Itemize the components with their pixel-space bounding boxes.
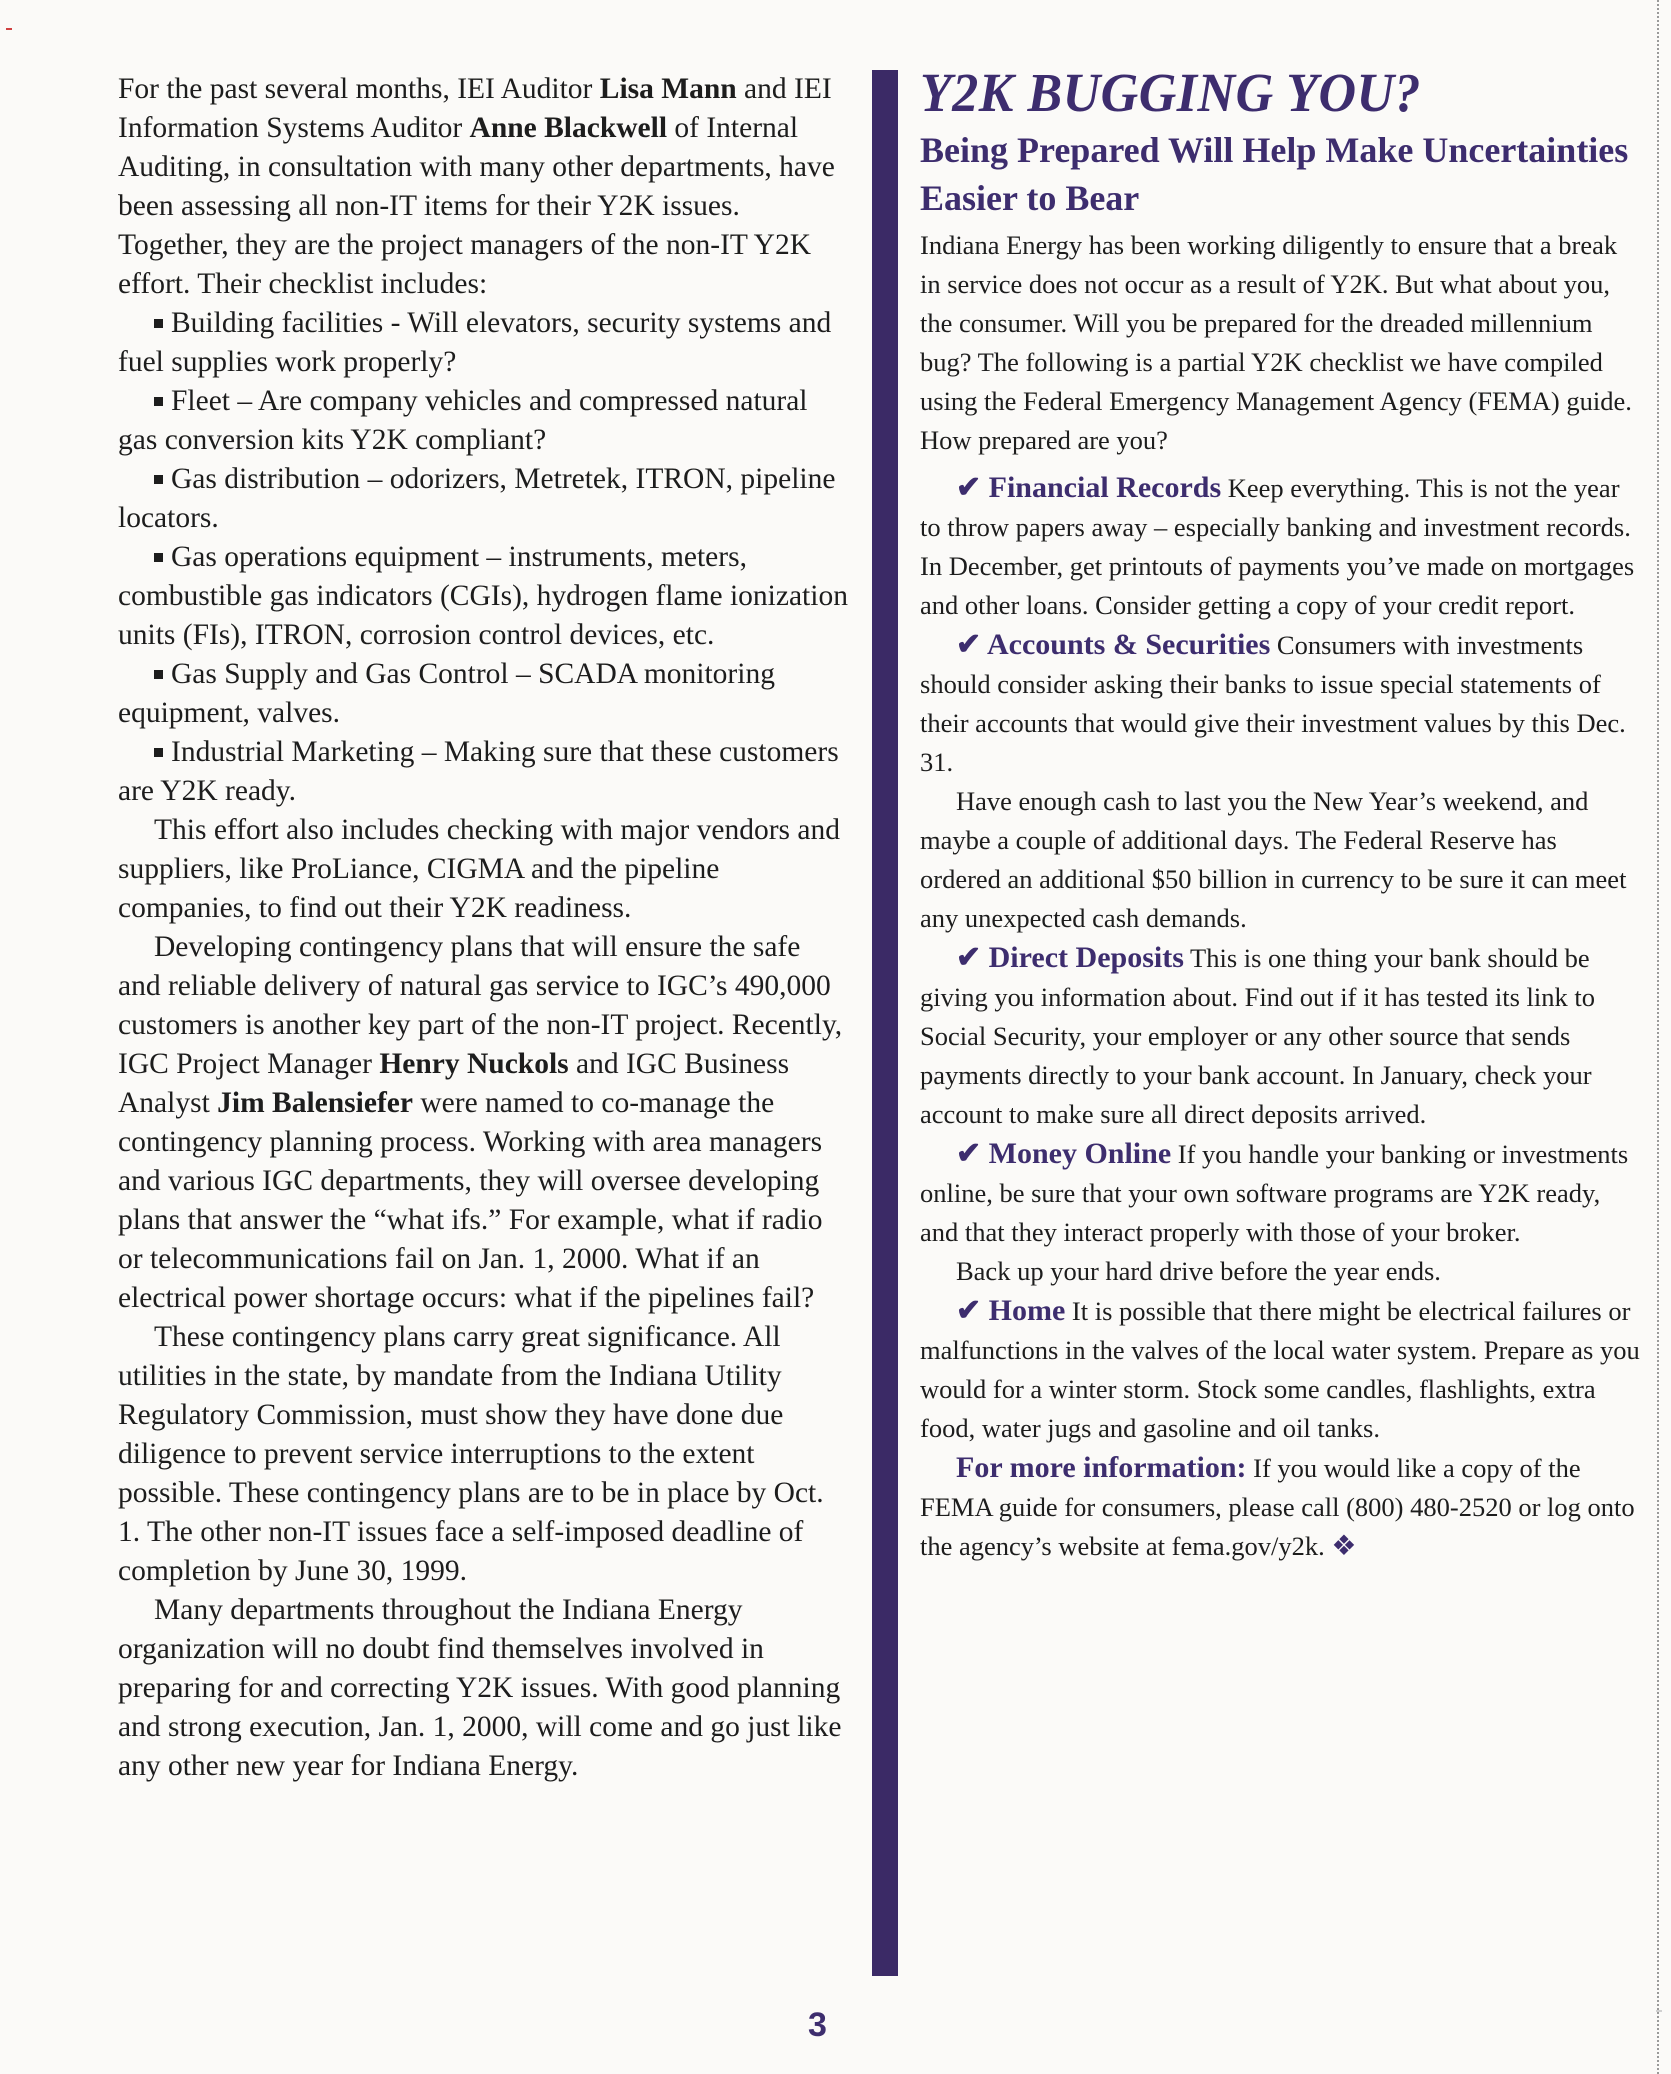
page-number: 3 <box>808 2006 827 2044</box>
square-bullet-icon <box>154 397 163 406</box>
checklist-item: Fleet – Are company vehicles and compressed natural gas conversion kits Y2K compliant? <box>118 385 808 456</box>
checklist-money-online: ✔ Money Online If you handle your banking or investments online, be sure that your own software programs are Y2K ready, and that they interact properly with those of your broker. <box>920 1137 1629 1247</box>
checklist-item: Industrial Marketing – Making sure that these customers are Y2K ready. <box>118 736 839 807</box>
intro-paragraph: For the past several months, IEI Auditor Lisa Mann and IEI Information Systems Auditor Anne Blackwell of Internal Auditing, in consultation with many other departments, have been assessing all non-IT items for their Y2K issues. Together, they are the project managers of the non-IT Y2K effort. Their checklist includes: <box>118 73 835 300</box>
article-intro: Indiana Energy has been working diligently to ensure that a break in service does not occur as a result of Y2K. But what about you, the consumer. Will you be prepared for the dreaded millennium bug? The following is a partial Y2K checklist we have compiled using the Federal Emergency Management Agency (FEMA) guide. How prepared are you? <box>920 230 1632 455</box>
name-anne-blackwell: Anne Blackwell <box>469 112 668 144</box>
end-of-article-icon: ❖ <box>1331 1531 1357 1562</box>
square-bullet-icon <box>154 670 163 679</box>
backup-paragraph: Back up your hard drive before the year ends. <box>956 1256 1441 1286</box>
name-lisa-mann: Lisa Mann <box>599 73 737 105</box>
checklist-direct-deposits: ✔ Direct Deposits This is one thing your bank should be giving you information about. Find out if it has tested its link to Social Security, your employer or any other source that sends payments directly to your bank account. In January, check your account to make sure all direct deposits arrived. <box>920 941 1595 1129</box>
checklist-accounts-securities: ✔ Accounts & Securities Consumers with investments should consider asking their banks to issue special statements of their accounts that would give their investment values by this Dec. 31. <box>920 628 1626 777</box>
column-divider-bar <box>872 70 898 1976</box>
sidebar-article <box>920 63 1642 1566</box>
contingency-paragraph: Developing contingency plans that will ensure the safe and reliable delivery of natural gas service to IGC’s 490,000 customers is another key part of the non-IT project. Recently, IGC Project Manager Henry Nuckols and IGC Business Analyst Jim Balensiefer were named to co-manage the contingency planning process. Working with area managers and various IGC departments, they will oversee developing plans that answer the “what ifs.” For example, what if radio or telecommunications fail on Jan. 1, 2000. What if an electrical power shortage occurs: what if the pipelines fail? <box>118 931 843 1314</box>
checklist-home: ✔ Home It is possible that there might be electrical failures or malfunctions in the valves of the local water system. Prepare as you would for a winter storm. Stock some candles, flashlights, extra food, water jugs and gasoline and oil tanks. <box>920 1294 1640 1443</box>
checklist-item: Gas distribution – odorizers, Metretek, ITRON, pipeline locators. <box>118 463 836 534</box>
checklist-item: Gas operations equipment – instruments, meters, combustible gas indicators (CGIs), hydrogen flame ionization units (FIs), ITRON, corrosion control devices, etc. <box>118 541 848 651</box>
significance-paragraph: These contingency plans carry great significance. All utilities in the state, by mandate from the Indiana Utility Regulatory Commission, must show they have done due diligence to prevent service interruptions to the extent possible. These contingency plans are to be in place by Oct. 1. The other non-IT issues face a self-imposed deadline of completion by June 30, 1999. <box>118 1321 824 1587</box>
more-information-label: For more information: <box>956 1451 1247 1484</box>
left-column <box>118 70 848 1786</box>
closing-paragraph: Many departments throughout the Indiana Energy organization will no doubt find themselves involved in preparing for and correcting Y2K issues. With good planning and strong execution, Jan. 1, 2000, will come and go just like any other new year for Indiana Energy. <box>118 1594 842 1782</box>
square-bullet-icon <box>154 319 163 328</box>
checkmark-icon: ✔ <box>956 941 982 974</box>
crop-mark <box>6 28 12 30</box>
checkmark-icon: ✔ <box>956 471 982 504</box>
checkmark-icon: ✔ <box>956 628 982 661</box>
square-bullet-icon <box>154 748 163 757</box>
name-jim-balensiefer: Jim Balensiefer <box>217 1087 413 1119</box>
cash-paragraph: Have enough cash to last you the New Year’s weekend, and maybe a couple of additional days. The Federal Reserve has ordered an additional $50 billion in currency to be sure it can meet any unexpected cash demands. <box>920 786 1627 933</box>
checkmark-icon: ✔ <box>956 1294 982 1327</box>
checklist-financial-records: ✔ Financial Records Keep everything. This is not the year to throw papers away – especially banking and investment records. In December, get printouts of payments you’ve made on mortgages and other loans. Consider getting a copy of your credit report. <box>920 471 1635 620</box>
checklist-item: Gas Supply and Gas Control – SCADA monitoring equipment, valves. <box>118 658 775 729</box>
name-henry-nuckols: Henry Nuckols <box>379 1048 569 1080</box>
square-bullet-icon <box>154 553 163 562</box>
vendors-paragraph: This effort also includes checking with major vendors and suppliers, like ProLiance, CIGMA and the pipeline companies, to find out their Y2K readiness. <box>118 814 840 924</box>
article-subhead: Being Prepared Will Help Make Uncertainties Easier to Bear <box>920 130 1629 218</box>
article-headline: Y2K BUGGING YOU? <box>920 63 1422 124</box>
page-edge-perforation <box>1657 0 1661 2074</box>
square-bullet-icon <box>154 475 163 484</box>
checkmark-icon: ✔ <box>956 1137 982 1170</box>
more-information-paragraph: For more information: If you would like a copy of the FEMA guide for consumers, please call (800) 480-2520 or log onto the agency’s website at fema.gov/y2k. ❖ <box>920 1451 1635 1562</box>
checklist-item: Building facilities - Will elevators, security systems and fuel supplies work properly? <box>118 307 832 378</box>
